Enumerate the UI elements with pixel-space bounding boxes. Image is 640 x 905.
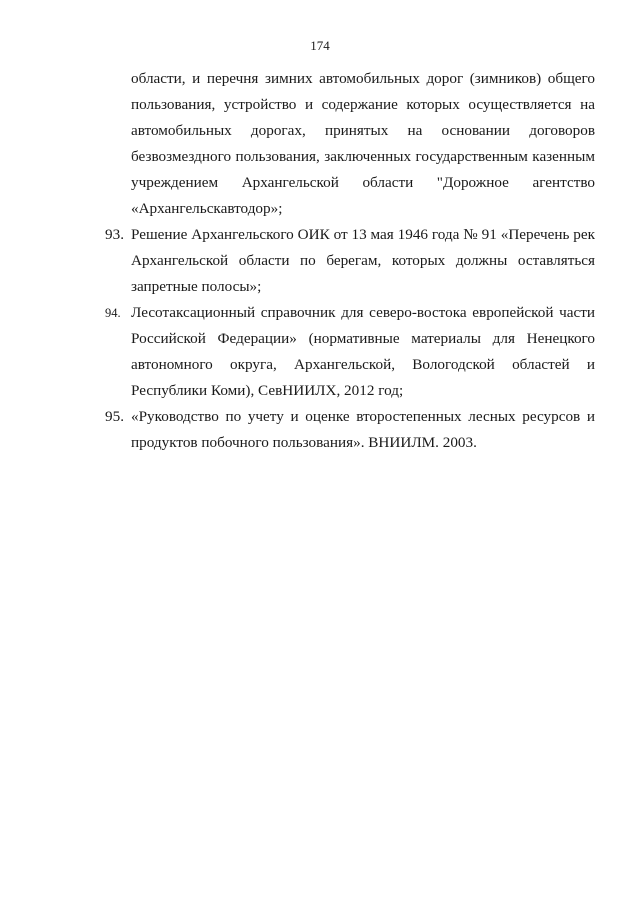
list-item-93 bbox=[105, 222, 595, 300]
list-item-text: «Руководство по учету и оценке второстепенных лесных ресурсов и продуктов побочного пользования». ВНИИЛМ. 2003. bbox=[131, 408, 595, 451]
page-number: 174 bbox=[310, 38, 330, 53]
list-item-number: 93. bbox=[105, 226, 124, 243]
list-item-94 bbox=[105, 300, 595, 404]
list-item-text: Лесотаксационный справочник для северо-востока европейской части Российской Федерации» (нормативные материалы для Ненецкого автономного округа, Архангельской, Вологодской областей и Республики Коми), СевНИИЛХ, 2012 год; bbox=[131, 304, 595, 399]
list-item-text: Решение Архангельского ОИК от 13 мая 1946 года № 91 «Перечень рек Архангельской области по берегам, которых должны оставляться запретные полосы»; bbox=[131, 226, 595, 295]
list-item-95 bbox=[105, 404, 595, 456]
list-item-number: 95. bbox=[105, 408, 124, 425]
list-item-number: 94. bbox=[105, 306, 121, 320]
continuation-paragraph: области, и перечня зимних автомобильных дорог (зимников) общего пользования, устройство и содержание которых осуществляется на автомобильных дорогах, принятых на основании договоров безвозмездного пользования, заключенных государственным казенным учреждением Архангельской области "Дорожное агентство «Архангельскавтодор»; bbox=[131, 70, 595, 217]
